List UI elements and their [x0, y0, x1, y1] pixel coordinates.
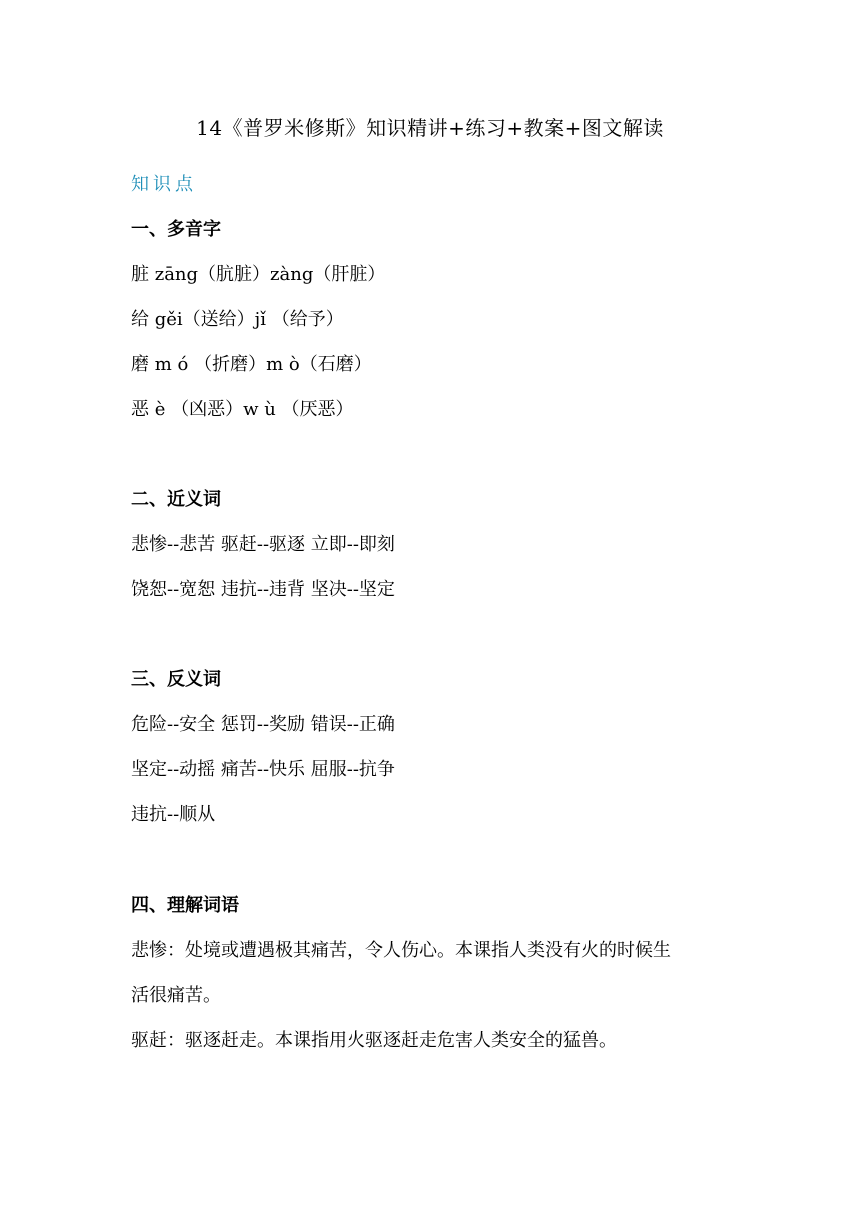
definition-line: 悲惨：处境或遭遇极其痛苦，令人伤心。本课指人类没有火的时候生 [131, 940, 671, 961]
definition-line: 活很痛苦。 [131, 985, 221, 1006]
antonyms-line: 坚定--动摇 痛苦--快乐 屈服--抗争 [131, 759, 395, 780]
heading-word-understanding: 四、理解词语 [131, 895, 239, 916]
antonyms-line: 违抗--顺从 [131, 804, 216, 825]
definition-line: 驱赶：驱逐赶走。本课指用火驱逐赶走危害人类安全的猛兽。 [131, 1030, 617, 1051]
synonyms-line: 饶恕--宽恕 违抗--违背 坚决--坚定 [131, 579, 395, 600]
section-label: 知识点 [131, 174, 197, 195]
heading-antonyms: 三、反义词 [131, 669, 221, 690]
polyphonic-line: 给 gěi（送给）jǐ （给予） [131, 309, 344, 330]
page-title: 14《普罗米修斯》知识精讲+练习+教案+图文解读 [196, 116, 664, 140]
polyphonic-line: 脏 zāng（肮脏）zàng（肝脏） [131, 264, 386, 285]
heading-synonyms: 二、近义词 [131, 489, 221, 510]
polyphonic-line: 恶 è （凶恶）w ù （厌恶） [131, 399, 354, 420]
antonyms-line: 危险--安全 惩罚--奖励 错误--正确 [131, 714, 395, 735]
polyphonic-line: 磨 m ó （折磨）m ò（石磨） [131, 354, 372, 375]
heading-polyphonic: 一、多音字 [131, 219, 221, 240]
synonyms-line: 悲惨--悲苦 驱赶--驱逐 立即--即刻 [131, 534, 395, 555]
